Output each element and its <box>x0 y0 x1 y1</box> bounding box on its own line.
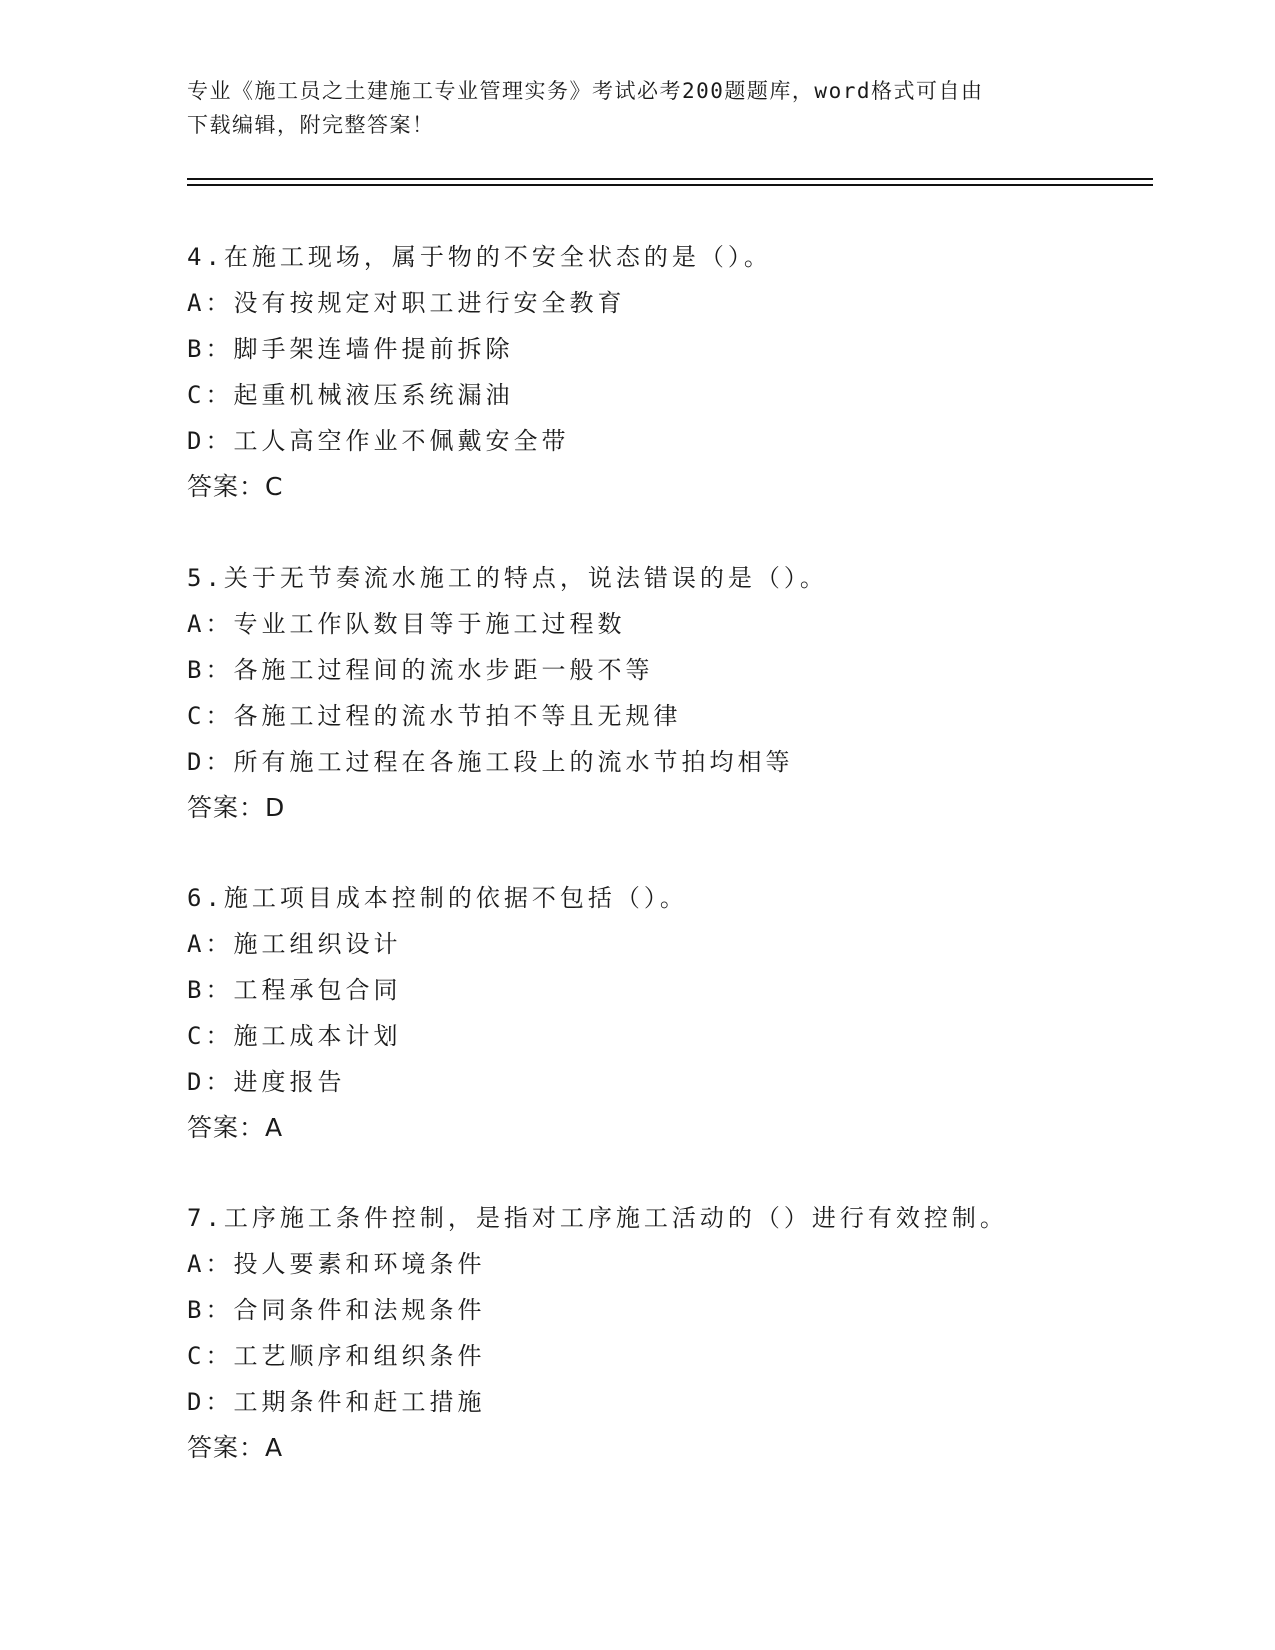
answer-line: 答案：A <box>187 1433 284 1462</box>
option-d: D：工期条件和赶工措施 <box>187 1388 486 1416</box>
header-title-line-2: 下载编辑，附完整答案！ <box>187 113 435 137</box>
option-d: D：工人高空作业不佩戴安全带 <box>187 427 570 455</box>
answer-line: 答案：C <box>187 472 284 501</box>
option-b: B：工程承包合同 <box>187 976 402 1004</box>
option-c: C：施工成本计划 <box>187 1022 402 1050</box>
option-a: A：投人要素和环境条件 <box>187 1250 486 1278</box>
option-a: A：施工组织设计 <box>187 930 402 958</box>
question-stem: 6.施工项目成本控制的依据不包括（）。 <box>187 884 688 912</box>
document-header <box>187 74 1087 142</box>
question-block <box>187 555 1147 831</box>
question-block <box>187 234 1147 510</box>
option-a: A：专业工作队数目等于施工过程数 <box>187 610 626 638</box>
question-stem: 7.工序施工条件控制，是指对工序施工活动的（）进行有效控制。 <box>187 1204 1008 1232</box>
option-b: B：脚手架连墙件提前拆除 <box>187 335 514 363</box>
option-d: D：所有施工过程在各施工段上的流水节拍均相等 <box>187 748 794 776</box>
option-c: C：各施工过程的流水节拍不等且无规律 <box>187 702 682 730</box>
question-stem: 4.在施工现场，属于物的不安全状态的是（）。 <box>187 243 772 271</box>
header-title-line-1: 专业《施工员之土建施工专业管理实务》考试必考200题题库，word格式可自由 <box>187 79 984 103</box>
question-stem: 5.关于无节奏流水施工的特点，说法错误的是（）。 <box>187 564 828 592</box>
answer-line: 答案：A <box>187 1113 284 1142</box>
option-c: C：工艺顺序和组织条件 <box>187 1342 486 1370</box>
question-block <box>187 875 1147 1151</box>
option-d: D：进度报告 <box>187 1068 346 1096</box>
option-a: A：没有按规定对职工进行安全教育 <box>187 289 626 317</box>
option-b: B：各施工过程间的流水步距一般不等 <box>187 656 654 684</box>
option-b: B：合同条件和法规条件 <box>187 1296 486 1324</box>
answer-line: 答案：D <box>187 793 286 822</box>
question-block <box>187 1195 1147 1471</box>
header-divider-top <box>187 178 1153 180</box>
header-divider-bottom <box>187 184 1153 186</box>
option-c: C：起重机械液压系统漏油 <box>187 381 514 409</box>
